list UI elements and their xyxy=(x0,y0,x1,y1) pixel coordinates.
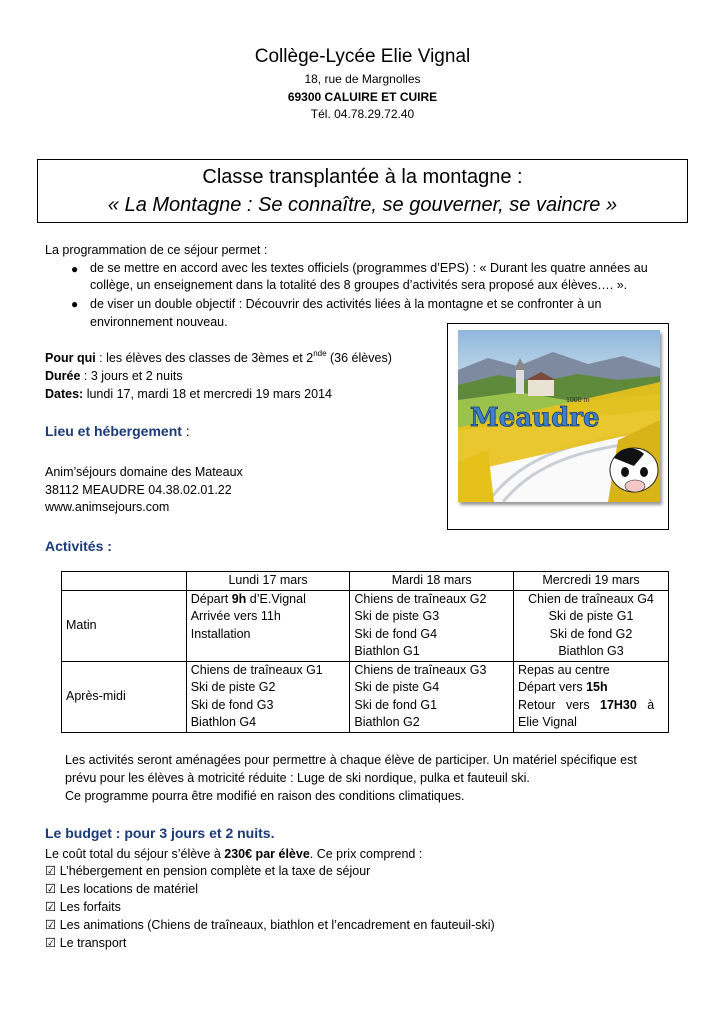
title-line-1: Classe transplantée à la montagne : xyxy=(202,166,523,188)
duree-value: : 3 jours et 2 nuits xyxy=(80,369,183,383)
duree-label: Durée xyxy=(45,369,81,383)
budget-item: ☑ L’hébergement en pension complète et la taxe de séjour xyxy=(45,864,371,878)
bullet-2-line-1: de viser un double objectif : Découvrir des activités liées à la montagne et se confronter à un xyxy=(90,297,602,311)
table-header-row xyxy=(62,572,669,591)
lieu-line-1: Anim’séjours domaine des Mateaux xyxy=(45,465,243,479)
note-line-1: Les activités seront aménagées pour permettre à chaque élève de participer. Un matériel spécifique est xyxy=(65,753,637,767)
checkbox-icon: ☑ xyxy=(45,882,57,896)
note-line-3: Ce programme pourra être modifié en raison des conditions climatiques. xyxy=(65,789,465,803)
school-phone: Tél. 04.78.29.72.40 xyxy=(310,107,415,121)
checkbox-icon: ☑ xyxy=(45,918,57,932)
cell-apres-mardi: Chiens de traîneaux G3 Ski de piste G4 Ski de fond G1 Biathlon G2 xyxy=(350,661,514,732)
altitude-caption: 1000 m xyxy=(566,397,590,404)
school-city: 69300 CALUIRE ET CUIRE xyxy=(287,90,438,104)
budget-heading: Le budget : pour 3 jours et 2 nuits. xyxy=(45,825,275,841)
budget-item: ☑ Les locations de matériel xyxy=(45,882,198,896)
checkbox-icon: ☑ xyxy=(45,936,57,950)
checkbox-icon: ☑ xyxy=(45,864,57,878)
bullet-icon: ● xyxy=(71,262,79,276)
header-mercredi: Mercredi 19 mars xyxy=(514,572,669,591)
dates-value: lundi 17, mardi 18 et mercredi 19 mars 2014 xyxy=(83,387,332,401)
school-name: Collège-Lycée Elie Vignal xyxy=(254,46,471,67)
bullet-icon: ● xyxy=(71,297,79,311)
meaudre-illustration xyxy=(458,330,660,502)
cell-matin-mercredi: Chien de traîneaux G4 Ski de piste G1 Ski de fond G2 Biathlon G3 xyxy=(514,590,669,661)
lieu-line-2: 38112 MEAUDRE 04.38.02.01.22 xyxy=(45,483,232,497)
header-lundi: Lundi 17 mars xyxy=(186,572,350,591)
budget-item: ☑ Les forfaits xyxy=(45,900,121,914)
budget-item: ☑ Le transport xyxy=(45,936,127,950)
duree xyxy=(45,368,183,385)
cell-matin-lundi: Départ 9h d’E.Vignal Arrivée vers 11h Installation xyxy=(186,590,350,661)
photo-frame xyxy=(447,323,669,530)
bullet-2-line-2: environnement nouveau. xyxy=(90,315,228,329)
lieu-heading: Lieu et hébergement : xyxy=(45,423,190,439)
meaudre-photo xyxy=(458,330,660,502)
table-corner-cell xyxy=(62,572,187,591)
checkbox-icon: ☑ xyxy=(45,900,57,914)
meaudre-logo-text: Meaudre xyxy=(470,403,600,433)
lieu-website: www.animsejours.com xyxy=(45,500,170,514)
pour-qui-count: (36 élèves) xyxy=(326,351,392,365)
pour-qui-value: : les élèves des classes de 3èmes et 2 xyxy=(95,351,314,365)
note-line-2: prévu pour les élèves à motricité réduite : Luge de ski nordique, pulka et fauteuil ski. xyxy=(65,771,530,785)
intro-lead: La programmation de ce séjour permet : xyxy=(45,243,268,257)
table-row-matin xyxy=(62,590,669,661)
bullet-1-line-1: de se mettre en accord avec les textes officiels (programmes d’EPS) : « Durant les quatre années au xyxy=(90,261,648,275)
row-label-apres-midi: Après-midi xyxy=(62,661,187,732)
pour-qui-label: Pour qui xyxy=(45,351,96,365)
budget-cost: Le coût total du séjour s’élève à 230€ par élève. Ce prix comprend : xyxy=(45,847,423,861)
header-mardi: Mardi 18 mars xyxy=(350,572,514,591)
title-line-2: « La Montagne : Se connaître, se gouverner, se vaincre » xyxy=(107,194,618,216)
activites-heading: Activités : xyxy=(45,538,112,554)
pour-qui xyxy=(45,350,392,368)
title-box xyxy=(37,159,688,223)
dates xyxy=(45,386,332,403)
dates-label: Dates: xyxy=(45,387,84,401)
activities-table xyxy=(61,571,669,733)
budget-item: ☑ Les animations (Chiens de traîneaux, biathlon et l’encadrement en fauteuil-ski) xyxy=(45,918,495,932)
pour-qui-sup: nde xyxy=(313,349,327,358)
table-row-apres-midi xyxy=(62,661,669,732)
bullet-1-line-2: collège, un enseignement dans la totalité des 8 groupes d’activités sera proposé aux élèves…. ». xyxy=(90,278,628,292)
row-label-matin: Matin xyxy=(62,590,187,661)
cell-apres-lundi: Chiens de traîneaux G1 Ski de piste G2 Ski de fond G3 Biathlon G4 xyxy=(186,661,350,732)
cell-apres-mercredi: Repas au centre Départ vers 15h Retour vers 17H30 à Elie Vignal xyxy=(514,661,669,732)
cell-matin-mardi: Chiens de traîneaux G2 Ski de piste G3 Ski de fond G4 Biathlon G1 xyxy=(350,590,514,661)
school-street: 18, rue de Margnolles xyxy=(304,72,421,86)
